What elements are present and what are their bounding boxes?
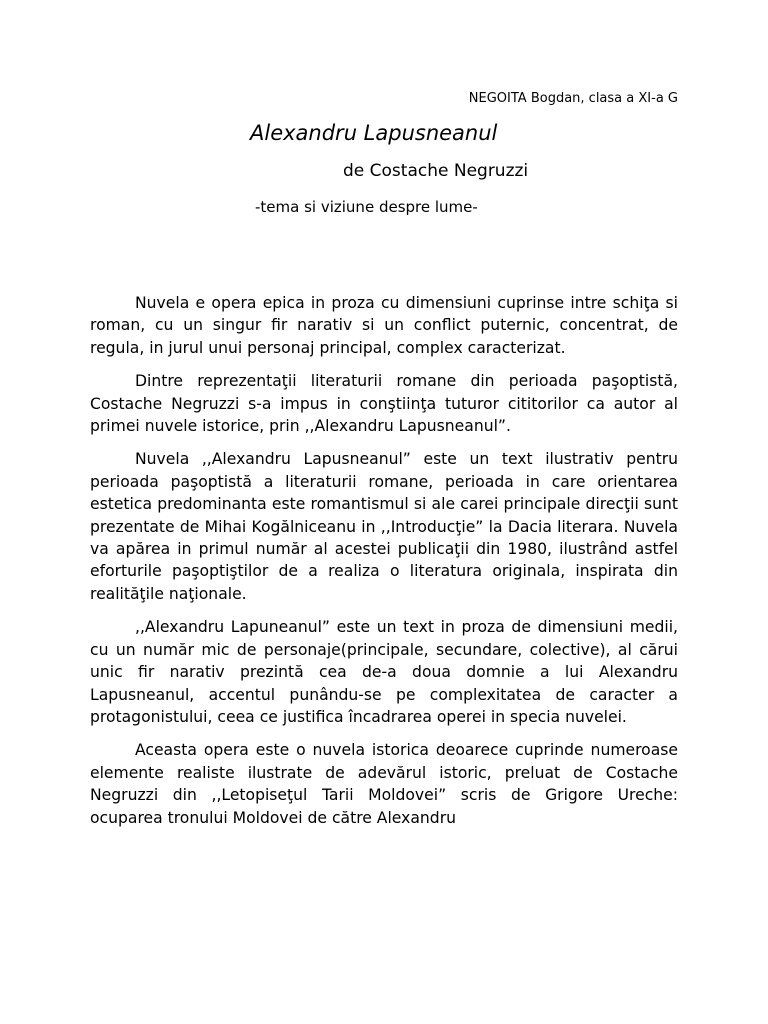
document-theme: -tema si viziune despre lume- xyxy=(255,198,478,216)
document-subtitle: de Costache Negruzzi xyxy=(343,161,529,181)
document-title: Alexandru Lapusneanul xyxy=(250,121,498,145)
author-separator: , clasa a xyxy=(580,91,639,106)
paragraph: Dintre reprezentaţii literaturii romane din perioada paşoptistă, Costache Negruzzi s-a impus in conştiinţa tuturor cititorilor ca autor al primei nuvele istorice, prin ,,Alexandru Lapusneanul”. xyxy=(90,372,678,436)
author-line xyxy=(469,91,678,106)
paragraph: ,,Alexandru Lapuneanul” este un text in proza de dimensiuni medii, cu un număr mic de personaje(principale, secundare, colective), al cărui unic fir narativ prezintă cea de-a doua domnie a lui Alexandru Lapusneanul, accentul punându-se pe complexitatea de caracter a protagonistului, ceea ce justifica încadrarea operei in specia nuvelei. xyxy=(90,618,678,726)
document-body xyxy=(90,292,678,840)
paragraph: Aceasta opera este o nuvela istorica deoarece cuprinde numeroase elemente realiste ilustrate de adevărul istoric, preluat de Costache Negruzzi din ,,Letopiseţul Tarii Moldovei” scris de Grigore Ureche: ocuparea tronului Moldovei de către Alexandru xyxy=(90,741,678,827)
author-group: G xyxy=(667,91,678,106)
author-separator-2: -a xyxy=(651,91,668,106)
paragraph: Nuvela e opera epica in proza cu dimensiuni cuprinse intre schiţa si roman, cu un singur fir narativ si un conflict puternic, concentrat, de regula, in jurul unui personaj principal, complex caracterizat. xyxy=(90,294,678,357)
author-class: XI xyxy=(638,91,652,106)
author-name: NEGOITA Bogdan xyxy=(468,91,581,106)
paragraph: Nuvela ,,Alexandru Lapusneanul” este un text ilustrativ pentru perioada paşoptistă a literaturii romane, perioada in care orientarea estetica predominanta este romantismul si ale carei principale direcţii sunt prezentate de Mihai Kogălniceanu in ,,Introducţie” la Dacia literara. Nuvela va apărea in primul număr al acestei publicaţii din 1980, ilustrând astfel eforturile paşoptiştilor de a realiza o literatura originala, inspirata din realităţile naţionale. xyxy=(90,450,678,603)
